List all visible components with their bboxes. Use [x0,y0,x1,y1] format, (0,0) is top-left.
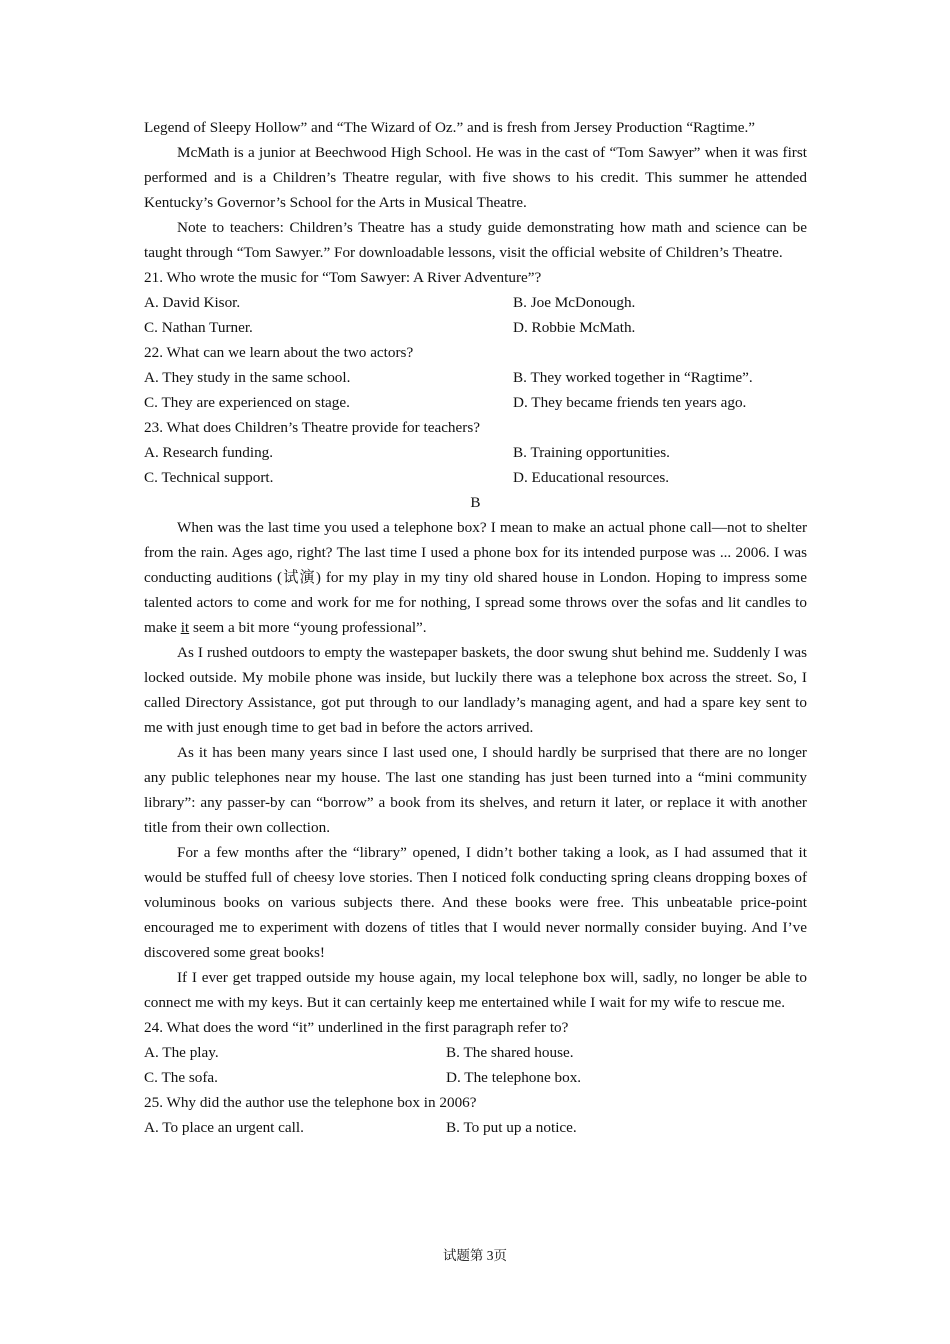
question-24-option-d: D. The telephone box. [446,1069,582,1086]
page-footer: 试题第 3页 [442,1248,508,1263]
question-24-stem: 24. What does the word “it” underlined in the first paragraph refer to? [144,1019,569,1036]
question-23-options-row-1 [144,440,807,465]
question-24-options-row-1 [144,1040,807,1065]
question-21-option-d: D. Robbie McMath. [513,319,636,336]
underlined-word-it: it [180,619,190,636]
question-24 [144,1015,807,1090]
question-22-option-c: C. They are experienced on stage. [144,394,350,411]
question-25-option-a: A. To place an urgent call. [144,1119,304,1136]
question-24-option-b: B. The shared house. [446,1044,574,1061]
passage-b-paragraph-4: For a few months after the “library” opened, I didn’t bother taking a look, as I had assumed that it would be stuffed full of cheesy love stories. Then I noticed folk conducting spring cleans dropping boxes of voluminous books on various subjects there. And these books were free. This unbeatable price-point encouraged me to experiment with dozens of titles that I would never normally consider buying. And I’ve discovered some great books! [144,844,807,961]
question-22-option-a: A. They study in the same school. [144,369,351,386]
question-21-options-row-2 [144,315,807,340]
passage-a-paragraph-3: Note to teachers: Children’s Theatre has a study guide demonstrating how math and science can be taught through “Tom Sawyer.” For downloadable lessons, visit the official website of Children’s Theatre. [144,219,807,261]
passage-a-paragraph-1: Legend of Sleepy Hollow” and “The Wizard of Oz.” and is fresh from Jersey Production “Ragtime.” [144,119,756,136]
question-25 [144,1090,807,1140]
question-22-options-row-1 [144,365,807,390]
passage-b-paragraph-2: As I rushed outdoors to empty the wastepaper baskets, the door swung shut behind me. Suddenly I was locked outside. My mobile phone was inside, but luckily there was a telephone box across the street. So, I called Directory Assistance, got put through to our landlady’s managing agent, and had a spare key sent to me with just enough time to get bad in before the actors arrived. [144,644,807,736]
passage-b-paragraph-1-text-start: When was the last time you used a telephone box? I mean to make an actual phone call—not to shelter from the rain. Ages ago, right? The last time I used a phone box for its intended purpose was ... 2006. I was conducting auditions (试演) for my play in my tiny old shared house in London. Hoping to impress some talented actors to come and work for me for nothing, I spread some throws over the sofas and lit candles to make [144,519,807,636]
question-25-option-b: B. To put up a notice. [446,1119,577,1136]
question-22-option-b: B. They worked together in “Ragtime”. [513,369,753,386]
passage-b-paragraph-3: As it has been many years since I last used one, I should hardly be surprised that there are no longer any public telephones near my house. The last one standing has just been turned into a “mini community library”: any passer-by can “borrow” a book from its shelves, and return it later, or replace it with another title from their own collection. [144,744,807,836]
section-b-heading: B [470,494,481,511]
question-22-stem: 22. What can we learn about the two actors? [144,344,414,361]
question-23-option-a: A. Research funding. [144,444,274,461]
question-21-option-c: C. Nathan Turner. [144,319,253,336]
question-23-option-b: B. Training opportunities. [513,444,670,461]
question-23 [144,415,807,490]
exam-page [144,115,807,1140]
question-21-stem: 21. Who wrote the music for “Tom Sawyer: A River Adventure”? [144,269,542,286]
question-25-options-row-1 [144,1115,807,1140]
question-21-option-b: B. Joe McDonough. [513,294,636,311]
question-21-option-a: A. David Kisor. [144,294,241,311]
question-22-options-row-2 [144,390,807,415]
question-25-stem: 25. Why did the author use the telephone box in 2006? [144,1094,477,1111]
passage-a-paragraph-2: McMath is a junior at Beechwood High School. He was in the cast of “Tom Sawyer” when it was first performed and is a Children’s Theatre regular, with five shows to his credit. This summer he attended Kentucky’s Governor’s School for the Arts in Musical Theatre. [144,144,807,211]
question-22-option-d: D. They became friends ten years ago. [513,394,747,411]
passage-b-paragraph-5: If I ever get trapped outside my house again, my local telephone box will, sadly, no longer be able to connect me with my keys. But it can certainly keep me entertained while I wait for my wife to rescue me. [144,969,807,1011]
question-23-options-row-2 [144,465,807,490]
question-21 [144,265,807,340]
passage-b-paragraph-1-text-end: seem a bit more “young professional”. [189,619,427,636]
question-22 [144,340,807,415]
passage-b-paragraph-1 [144,515,807,640]
question-21-options-row-1 [144,290,807,315]
question-23-option-d: D. Educational resources. [513,469,670,486]
question-24-options-row-2 [144,1065,807,1090]
question-24-option-c: C. The sofa. [144,1069,218,1086]
question-23-stem: 23. What does Children’s Theatre provide for teachers? [144,419,480,436]
question-23-option-c: C. Technical support. [144,469,274,486]
question-24-option-a: A. The play. [144,1044,219,1061]
